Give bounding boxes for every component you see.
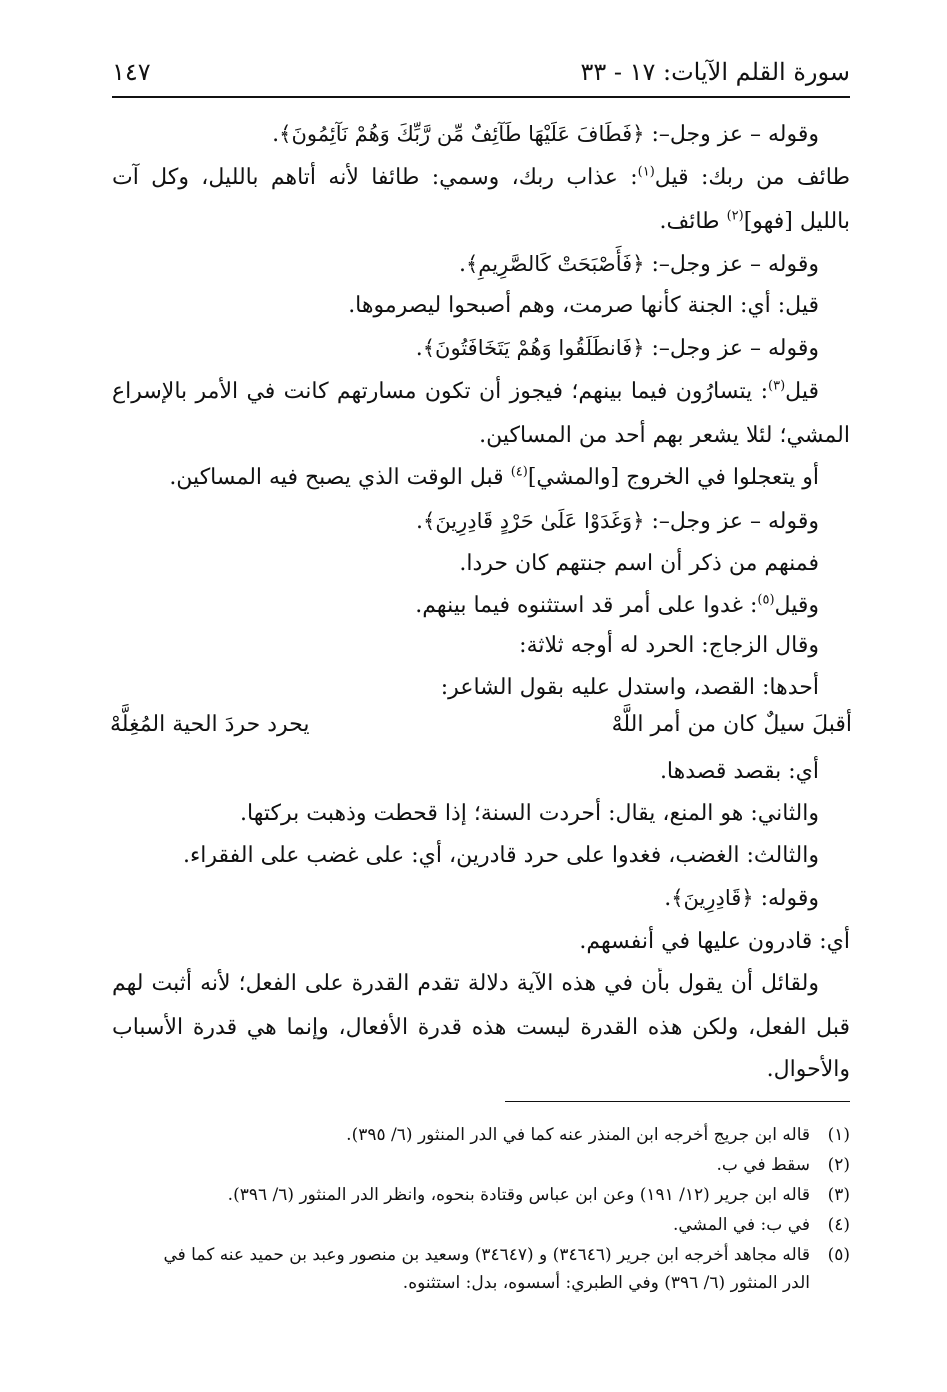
text-span: . [416, 509, 424, 534]
footnote-ref: (٣) [768, 378, 786, 394]
text-line [459, 248, 819, 282]
text-line [169, 462, 819, 496]
text-line [659, 206, 850, 240]
text-line: أحدها: القصد، واستدل عليه بقول الشاعر: [440, 675, 819, 700]
footnote-text: قاله ابن جرير (١٢/ ١٩١) وعن ابن عباس وقتادة بنحوه، وانظر الدر المنثور (٦/ ٣٩٦). [227, 1185, 810, 1205]
footnote [100, 1182, 850, 1208]
text-span: . [664, 886, 672, 911]
footnote-number: (٤) [827, 1215, 850, 1235]
text-span: : يتسارُون فيما بينهم؛ فيجوز أن تكون مسارتهم كانت في الأمر بالإسراع [112, 379, 769, 404]
footnote-number: (١) [827, 1125, 850, 1145]
header-rule [112, 96, 850, 98]
text-line: أي: بقصد قصدها. [659, 759, 819, 784]
footnote [100, 1152, 850, 1178]
footnote-rule [505, 1101, 850, 1102]
text-span: طائف من ربك: قيل [654, 165, 850, 190]
poem-hemistich-1: أقبلَ سيلٌ كان من أمر اللَّهْ [611, 712, 852, 737]
text-line: أي: قادرون عليها في أنفسهم. [579, 929, 850, 954]
footnote [100, 1122, 850, 1148]
footnote-text: في ب: في المشي. [672, 1215, 810, 1235]
text-span: وقوله – عز وجل–: [644, 122, 819, 147]
text-span: وقوله: [753, 886, 819, 911]
text-line: والأحوال. [766, 1057, 850, 1082]
text-line: والثاني: هو المنع، يقال: أحردت السنة؛ إذا قحطت وذهبت بركتها. [240, 801, 819, 826]
footnote-text: قاله مجاهد أخرجه ابن جرير (٣٤٦٤٦) و (٣٤٦٤٧) وسعيد بن منصور وعبد بن حميد عنه كما في [163, 1245, 810, 1265]
text-span: وقوله – عز وجل–: [644, 509, 819, 534]
text-span: قيل [785, 379, 819, 404]
text-line [112, 376, 819, 410]
footnote-ref: (٤) [510, 464, 528, 480]
footnote-number: (٣) [827, 1185, 850, 1205]
text-line: وقال الزجاج: الحرد له أوجه ثلاثة: [519, 633, 819, 658]
quran-verse: ﴿وَغَدَوْا عَلَىٰ حَرْدٍ قَادِرِينَ﴾ [423, 509, 645, 533]
text-span: : عذاب ربك، وسمي: طائفا لأنه أتاهم بالليل، وكل آت [112, 165, 638, 190]
footnote-number: (٥) [827, 1245, 850, 1265]
poem-hemistich-2: يحرد حردَ الحية المُغِلَّهْ [110, 712, 310, 737]
footnote-text: الدر المنثور (٦/ ٣٩٦) وفي الطبري: أسسوه، بدل: استثنوه. [402, 1273, 810, 1293]
text-line [416, 332, 819, 366]
text-line [664, 882, 819, 916]
text-line [112, 162, 850, 196]
text-line: ولقائل أن يقول بأن في هذه الآية دلالة تقدم القدرة على الفعل؛ لأنه أثبت لهم [112, 971, 819, 996]
text-line [415, 590, 819, 624]
text-line: قيل: أي: الجنة كأنها صرمت، وهم أصبحوا ليصرموها. [348, 293, 819, 318]
footnote [100, 1242, 850, 1268]
text-line: فمنهم من ذكر أن اسم جنتهم كان حردا. [459, 551, 819, 576]
text-line [416, 505, 819, 539]
footnote-ref: (٥) [757, 592, 775, 608]
footnote [100, 1212, 850, 1238]
text-span: قبل الوقت الذي يصبح فيه المساكين. [169, 465, 511, 490]
text-span: . [458, 252, 466, 277]
text-span: أو يتعجلوا في الخروج [والمشي] [527, 465, 819, 490]
footnote-text: قاله ابن جريج أخرجه ابن المنذر عنه كما في الدر المنثور (٦/ ٣٩٥). [346, 1125, 810, 1145]
footnote-ref: (١) [637, 164, 655, 180]
text-line: والثالث: الغضب، فغدوا على حرد قادرين، أي: على غضب على الفقراء. [182, 843, 819, 868]
text-span: وقوله – عز وجل–: [644, 252, 819, 277]
footnote-ref: (٢) [726, 208, 744, 224]
quran-verse: ﴿فَأَصْبَحَتْ كَالصَّرِيمِ﴾ [465, 252, 645, 276]
text-line [272, 118, 819, 152]
text-span: بالليل [فهو] [743, 209, 850, 234]
text-span: . [272, 122, 280, 147]
text-span: : غدوا على أمر قد استثنوه فيما بينهم. [415, 593, 758, 618]
footnote-number: (٢) [827, 1155, 850, 1175]
text-span: طائف. [659, 209, 727, 234]
quran-verse: ﴿قَادِرِينَ﴾ [671, 886, 754, 910]
quran-verse: ﴿فَانطَلَقُوا وَهُمْ يَتَخَافَتُونَ﴾ [422, 336, 645, 360]
quran-verse: ﴿فَطَافَ عَلَيْهَا طَآئِفٌ مِّن رَّبِّكَ وَهُمْ نَآئِمُونَ﴾ [279, 122, 645, 146]
footnote-continuation [100, 1270, 810, 1296]
footnote-text: سقط في ب. [716, 1155, 810, 1175]
text-line: قبل الفعل، ولكن هذه القدرة ليست هذه قدرة الأفعال، وإنما هي قدرة الأسباب [112, 1015, 850, 1040]
page-number: ١٤٧ [112, 58, 151, 86]
text-span: وقوله – عز وجل–: [644, 336, 819, 361]
text-line: المشي؛ لئلا يشعر بهم أحد من المساكين. [479, 423, 850, 448]
running-title: سورة القلم الآيات: ١٧ - ٣٣ [580, 58, 850, 86]
page-header [112, 58, 850, 94]
text-span: . [415, 336, 423, 361]
text-span: وقيل [774, 593, 819, 618]
poem-verse [110, 712, 852, 748]
